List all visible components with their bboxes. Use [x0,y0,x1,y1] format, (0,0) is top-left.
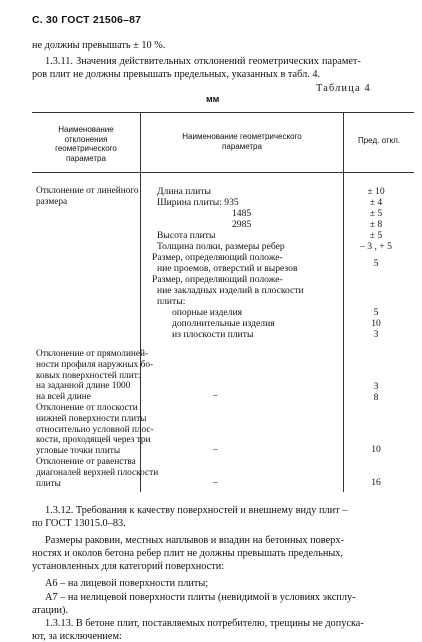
table-top-rule [32,112,414,113]
deviation-name-line: Отклонение от плоскости [36,403,138,413]
paragraph-line: по ГОСТ 13015.0–83. [32,518,126,529]
paragraph-line: ностях и околов бетона ребер плит не должны превышать предельных, [32,548,344,559]
table-header-parameter: Наименование геометрического параметра [182,132,302,151]
parameter-name: опорные изделия [172,307,242,318]
parameter-name: – [213,390,218,401]
parameter-name: ние проемов, отверстий и вырезов [157,263,298,274]
deviation-name-line: диагоналей верхней плоскости [36,467,159,478]
intro-line-1: не должны превышать ± 10 %. [32,40,166,51]
tolerance-value: ± 5 [369,208,383,219]
tolerance-value: ± 5 [369,230,383,241]
tolerance-value: 10 [371,444,381,455]
parameter-name: Ширина плиты: 935 [157,197,239,208]
parameter-name: из плоскости плиты [172,329,254,340]
parameter-name: Размер, определяющий положе- [152,252,283,263]
deviation-name-line: Отклонение от равенства [36,457,136,467]
deviation-name-line: Отклонение от прямолиней- [36,349,149,359]
intro-line-3: ров плит не должны превышать предельных, указанных в табл. 4. [32,69,321,80]
deviation-name-line: Отклонение от линейного [36,186,139,196]
parameter-name: Высота плиты [157,230,216,241]
tolerance-value: 8 [373,392,379,403]
parameter-name: – [213,477,218,488]
deviation-name-line: плиты [36,478,61,489]
paragraph-line: 1.3.12. Требования к качеству поверхностей и внешнему виду плит – [45,505,348,516]
parameter-name: Длина плиты [157,186,211,197]
tolerance-value: 16 [371,477,381,488]
paragraph-line: Размеры раковин, местных наплывов и впадин на бетонных поверх- [45,535,344,546]
table-units: мм [206,94,220,104]
deviation-name-line: ковых поверхностей плит: [36,370,141,381]
tolerance-value: ± 10 [367,186,385,197]
paragraph-line: атации). [32,605,69,616]
table-header-deviation: Наименование отклонения геометрического параметра [55,125,117,163]
parameter-name: Размер, определяющий положе- [152,274,283,285]
paragraph-line: 1.3.13. В бетоне плит, поставляемых потребителю, трещины не допуска- [45,618,364,629]
deviation-name-line: угловые точки плиты [36,446,121,457]
tolerance-value: 5 [373,307,379,318]
paragraph-line: А6 – на лицевой поверхности плиты; [45,578,209,589]
table-col-divider-2 [343,112,344,492]
tolerance-value: 3 [373,381,379,392]
intro-line-2: 1.3.11. Значения действительных отклонений геометрических парамет- [45,56,361,67]
tolerance-value: ± 4 [369,197,383,208]
table-header-rule [32,172,414,173]
deviation-name-line: относительно условной плос- [36,424,154,435]
page-header: С. 30 ГОСТ 21506–87 [32,14,142,26]
parameter-name: плиты: [157,296,186,307]
tolerance-value: 3 [373,329,379,340]
paragraph-line: ют, за исключением: [32,631,122,642]
parameter-name: Толщина полки, размеры ребер [157,241,285,252]
deviation-name-line: на заданной длине 1000 [36,381,131,392]
deviation-name-line: кости, проходящей через три [36,435,151,446]
deviation-name-line: нижней поверхности плиты [36,413,147,424]
parameter-name: ние закладных изделий в плоскости [157,285,304,296]
parameter-name: 1485 [232,208,252,219]
table-header-tolerance: Пред. откл. [357,136,400,145]
tolerance-value: ± 8 [369,219,383,230]
parameter-name: – [213,444,218,455]
tolerance-value: – 3 , + 5 [360,241,392,252]
table-caption: Таблица 4 [316,83,371,94]
parameter-name: 2985 [232,219,252,230]
paragraph-line: А7 – на нелицевой поверхности плиты (невидимой в условиях эксплу- [45,592,356,603]
deviation-name-line: размера [36,196,68,207]
parameter-name: дополнительные изделия [172,318,275,329]
tolerance-value: 10 [371,318,381,329]
deviation-name-line: на всей длине [36,392,91,403]
tolerance-value: 5 [373,258,379,269]
deviation-name-line: ности профиля наружных бо- [36,359,154,370]
paragraph-line: установленных для категорий поверхности: [32,561,225,572]
